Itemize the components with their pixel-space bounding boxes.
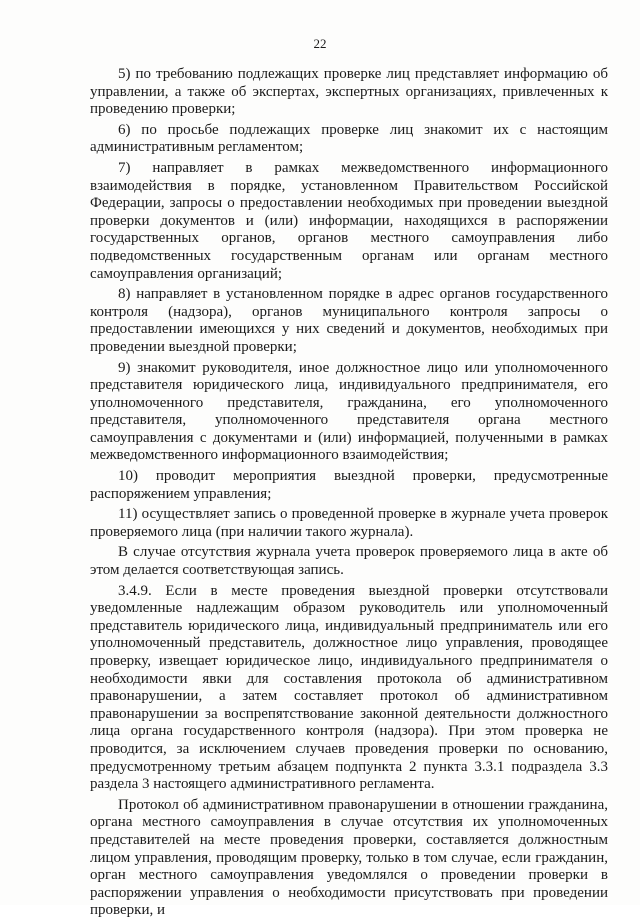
list-item-5: 5) по требованию подлежащих проверке лиц представляет информацию об управлении, а также об экспертах, экспертных организациях, привлеченных к проведению проверки; (90, 66, 608, 118)
journal-absence-paragraph: В случае отсутствия журнала учета проверок проверяемого лица в акте об этом делается соответствующая запись. (90, 544, 608, 579)
list-item-10: 10) проводит мероприятия выездной проверки, предусмотренные распоряжением управления; (90, 468, 608, 502)
section-3-4-9-paragraph: 3.4.9. Если в месте проведения выездной проверки отсутствовали уведомленные надлежащим образом руководитель или уполномоченный представитель юридического лица, индивидуальный предприниматель или его уполномоченный представитель, должностное лицо управления, проводящее проверку, извещает юридическое лицо, индивидуального предпринимателя о необходимости явки для составления протокола об административном правонарушении, а затем составляет протокол об административном правонарушении за воспрепятствование законной деятельности должностного лица органа государственного контроля (надзора). При этом проверка не проводится, за исключением случаев проведения проверки по основанию, предусмотренному третьим абзацем подпункта 2 пункта 3.3.1 подраздела 3.3 раздела 3 настоящего административного регламента. (90, 582, 608, 793)
list-item-7: 7) направляет в рамках межведомственного информационного взаимодействия в порядке, установленном Правительством Российской Федерации, запросы о предоставлении необходимых при проведении выездной проверки документов и (или) информации, находящихся в распоряжении государственных органов, органов местного самоуправления либо подведомственных государственным органам или органам местного самоуправления организаций; (90, 159, 608, 282)
protocol-paragraph: Протокол об административном правонарушении в отношении гражданина, органа местного самоуправления в случае отсутствия их уполномоченных представителей на месте проведения проверки, составляется должностным лицом управления, проводящим проверку, только в том случае, если гражданин, орган местного самоуправления уведомлялся о проведении проверки в распоряжении управления о необходимости присутствовать при проведении проверки, и (90, 796, 608, 919)
list-item-9: 9) знакомит руководителя, иное должностное лицо или уполномоченного представителя юридического лица, индивидуального предпринимателя, его уполномоченного представителя, гражданина, его уполномоченного представителя, уполномоченного представителя органа местного самоуправления с документами и (или) информацией, полученными в рамках межведомственного информационного взаимодействия; (90, 359, 608, 464)
list-item-8: 8) направляет в установленном порядке в адрес органов государственного контроля (надзора), органов муниципального контроля запросы о предоставлении имеющихся у них сведений и документов, необходимых при проведении выездной проверки; (90, 286, 608, 355)
page-number: 22 (313, 36, 327, 51)
document-body (90, 66, 608, 920)
list-item-11: 11) осуществляет запись о проведенной проверке в журнале учета проверок проверяемого лица (при наличии такого журнала). (90, 506, 608, 540)
list-item-6: 6) по просьбе подлежащих проверке лиц знакомит их с настоящим административным регламентом; (90, 121, 608, 156)
